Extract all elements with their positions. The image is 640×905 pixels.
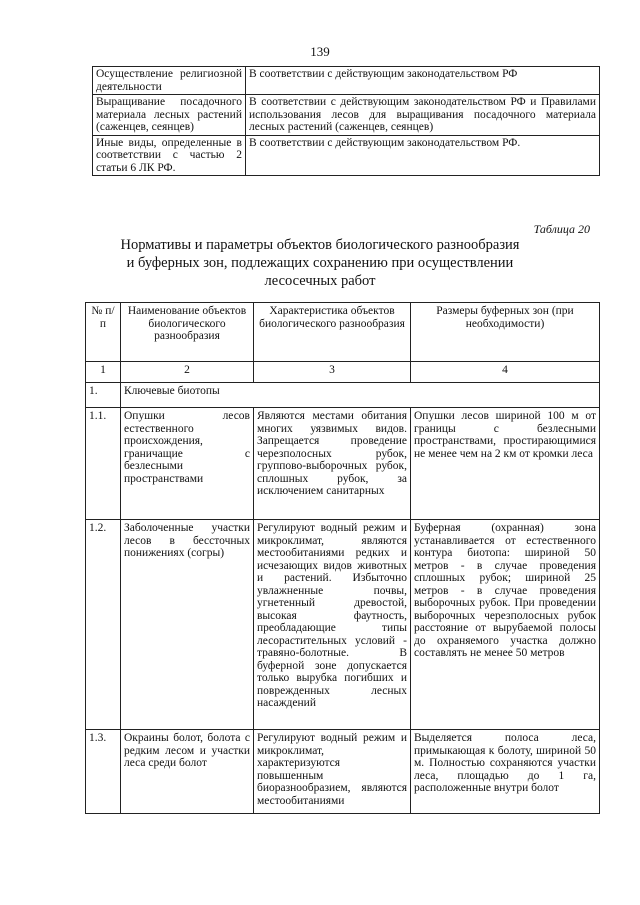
header-characteristic: Характеристика объектов биологического разнообразия (254, 303, 411, 362)
table-row (86, 520, 600, 730)
buffer-zone-size: Выделяется полоса леса, примыкающая к болоту, шириной 50 м. Полностью сохраняются участки леса, площадью до 1 га, расположенные внутри болот (411, 730, 600, 814)
page-number: 139 (310, 44, 330, 59)
regulation-cell: В соответствии с действующим законодательством РФ. (246, 135, 600, 176)
table-row (93, 67, 600, 95)
header-name: Наименование объектов биологического разнообразия (121, 303, 254, 362)
activity-cell: Осуществление религиозной деятельности (93, 67, 246, 95)
buffer-zone-size: Буферная (охранная) зона устанавливается от естественного контура биотопа: шириной 50 метров - в случае проведения сплошных рубок; шириной 25 метров - в случае проведения выборочных рубок. При проведении выборочных черезполосных рубок расстояние от вырубаемой полосы до охраняемого участка должно составлять не менее 50 метров (411, 520, 600, 730)
object-characteristic: Регулируют водный режим и микроклимат, являются местообитаниями редких и исчезающих видов животных и растений. Избыточно увлажненные почвы, угнетенный древостой, высокая фаутность, преобладающие типы лесорастительных условий - травяно-болотные. В буферной зоне допускается только вырубка погибших и поврежденных лесных насаждений (254, 520, 411, 730)
column-number: 1 (86, 362, 121, 383)
activity-cell: Выращивание посадочного материала лесных растений (саженцев, сеянцев) (93, 95, 246, 136)
section-number: 1. (86, 383, 121, 408)
top-table (92, 66, 600, 176)
buffer-zone-size: Опушки лесов шириной 100 м от границы с безлесными пространствами, простирающимися не менее чем на 2 км от кромки леса (411, 408, 600, 520)
table-row (86, 408, 600, 520)
table-label: Таблица 20 (533, 222, 590, 236)
table-title: Нормативы и параметры объектов биологического разнообразия и буферных зон, подлежащих сохранению при осуществлении лесосечных работ (120, 237, 520, 289)
regulation-cell: В соответствии с действующим законодательством РФ (246, 67, 600, 95)
regulation-cell: В соответствии с действующим законодательством РФ и Правилами использования лесов для выращивания посадочного материала лесных растений (саженцев, сеянцев) (246, 95, 600, 136)
column-number-row (86, 362, 600, 383)
row-number: 1.1. (86, 408, 121, 520)
activity-cell: Иные виды, определенные в соответствии с частью 2 статьи 6 ЛК РФ. (93, 135, 246, 176)
column-number: 3 (254, 362, 411, 383)
object-name: Заболоченные участки лесов в бессточных понижениях (согры) (121, 520, 254, 730)
column-number: 2 (121, 362, 254, 383)
row-number: 1.3. (86, 730, 121, 814)
table-row (86, 730, 600, 814)
header-row (86, 303, 600, 362)
object-name: Опушки лесов естественного происхождения, граничащие с безлесными пространствами (121, 408, 254, 520)
header-buffer: Размеры буферных зон (при необходимости) (411, 303, 600, 362)
object-characteristic: Регулируют водный режим и микроклимат, характеризуются повышенным биоразнообразием, являются местообитаниями (254, 730, 411, 814)
object-characteristic: Являются местами обитания многих уязвимых видов. Запрещается проведение черезполосных рубок, группово-выборочных рубок, сплошных рубок, за исключением санитарных (254, 408, 411, 520)
object-name: Окраины болот, болота с редким лесом и участки леса среди болот (121, 730, 254, 814)
table-row (93, 95, 600, 136)
section-row (86, 383, 600, 408)
header-num: № п/п (86, 303, 121, 362)
row-number: 1.2. (86, 520, 121, 730)
section-label: Ключевые биотопы (121, 383, 600, 408)
biodiversity-table (85, 302, 600, 814)
table-row (93, 135, 600, 176)
column-number: 4 (411, 362, 600, 383)
